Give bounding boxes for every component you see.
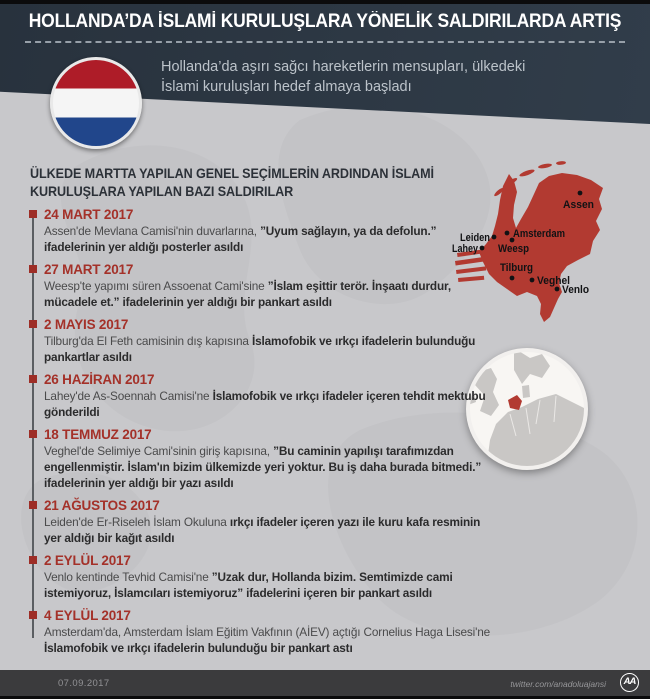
event-date: 4 EYLÜL 2017 [44,608,131,623]
city-label-weesp: Weesp [498,243,530,255]
dashed-divider [25,41,625,43]
subtitle-line1: Hollanda’da aşırı sağcı hareketlerin mensupları, ülkedeki [161,59,526,75]
city-dot-amsterdam [505,231,510,236]
bullet-square-icon [29,556,37,564]
bullet-square-icon [29,501,37,509]
timeline-item [29,261,495,310]
event-text-bold: İslamofobik ve ırkçı ifadeler içeren tehdit mektubu gönderildi [44,389,486,419]
city-dot-venlo [555,287,560,292]
event-date: 27 MART 2017 [44,262,134,277]
footer-bar [0,670,650,696]
city-label-leiden: Leiden [460,232,491,244]
bullet-square-icon [29,265,37,273]
bullet-square-icon [29,210,37,218]
event-text-lead: Assen'de Mevlana Camisi'nin duvarlarına, [44,224,261,238]
timeline [29,206,495,662]
section-heading [30,164,434,200]
timeline-item [29,206,495,255]
event-text-lead: Leiden'de Er-Riseleh İslam Okuluna [44,515,230,529]
city-dot-veghel [530,278,535,283]
event-date: 21 AĞUSTOS 2017 [44,498,160,513]
timeline-item [29,552,495,601]
event-text-lead: Veghel'de Selimiye Cami'sinin giriş kapısına, [44,444,274,458]
event-text-bold: ”Uzak dur, Hollanda bizim. Semtimizde cami istemiyoruz, İslamcıları istemiyoruz” ifadelerini içeren bir pankart asıldı [44,570,453,600]
publish-date: 07.09.2017 [58,678,110,689]
timeline-item [29,607,495,656]
city-label-assen: Assen [563,199,595,211]
anadolu-agency-logo-icon: AA [620,673,639,692]
timeline-item [29,426,495,491]
bullet-square-icon [29,430,37,438]
event-text [44,624,495,656]
city-label-amsterdam: Amsterdam [513,228,566,240]
event-text-bold: ”Uyum sağlayın, ya da defolun.” ifadelerinin yer aldığı posterler asıldı [44,224,437,254]
event-date: 2 MAYIS 2017 [44,317,129,332]
event-text [44,278,495,310]
section-heading-line1: ÜLKEDE MARTTA YAPILAN GENEL SEÇİMLERİN ARDINDAN İSLAMİ [30,165,434,181]
event-text [44,569,495,601]
event-date: 24 MART 2017 [44,207,134,222]
bullet-square-icon [29,611,37,619]
bullet-square-icon [29,320,37,328]
timeline-item [29,316,495,365]
event-text [44,514,495,546]
source-link: twitter.com/anadoluajansi [510,679,606,689]
event-text-lead: Amsterdam'da, Amsterdam İslam Eğitim Vakfının (AİEV) açtığı Cornelius Haga Lisesi'ne [44,625,491,639]
event-text [44,223,495,255]
page-title: HOLLANDA’DA İSLAMİ KURULUŞLARA YÖNELİK SALDIRILARDA ARTIŞ [28,11,622,32]
netherlands-flag-icon [50,57,142,149]
event-text-bold: İslamofobik ve ırkçı ifadelerin bulunduğu bir pankart astı [44,641,353,655]
subtitle-line2: İslami kuruluşları hedef almaya başladı [161,79,412,95]
event-text-bold: İslamofobik ve ırkçı ifadelerin bulunduğu pankartlar asıldı [44,334,476,364]
city-label-tilburg: Tilburg [500,262,533,274]
timeline-item [29,497,495,546]
event-text [44,388,495,420]
city-label-veghel: Veghel [537,275,570,287]
subtitle [161,57,601,97]
city-dot-tilburg [510,276,515,281]
event-date: 26 HAZİRAN 2017 [44,372,155,387]
event-text-bold: ”İslam eşittir terör. İnşaatı durdur, mücadele et.” ifadelerinin yer aldığı bir pankart asıldı [44,279,451,309]
city-dot-assen [578,191,583,196]
section-heading-line2: KURULUŞLARA YAPILAN BAZI SALDIRILAR [30,183,294,199]
timeline-item [29,371,495,420]
event-text-bold: ırkçı ifadeler içeren yazı ile kuru kafa resminin yer aldığı bir kağıt asıldı [44,515,481,545]
event-date: 18 TEMMUZ 2017 [44,427,152,442]
bullet-square-icon [29,375,37,383]
event-text [44,333,495,365]
event-text-bold: ”Bu caminin yapılışı tarafımızdan engellenmiştir. İslam'ın bizim ülkemizde yeri yoktur. Bu iş daha burada bitmedi.” ifadelerinin yer aldığı bir yazı asıldı [44,444,482,490]
city-label-venlo: Venlo [562,284,590,296]
event-text-lead: Tilburg'da El Feth camisinin dış kapısına [44,334,252,348]
event-date: 2 EYLÜL 2017 [44,553,131,568]
top-black-bar [0,0,650,4]
event-text [44,443,495,491]
event-text-lead: Lahey'de As-Soennah Camisi'ne [44,389,213,403]
city-label-lahey: Lahey [452,243,479,255]
event-text-lead: Weesp'te yapımı süren Assoenat Cami'sine [44,279,268,293]
event-text-lead: Venlo kentinde Tevhid Camisi'ne [44,570,212,584]
